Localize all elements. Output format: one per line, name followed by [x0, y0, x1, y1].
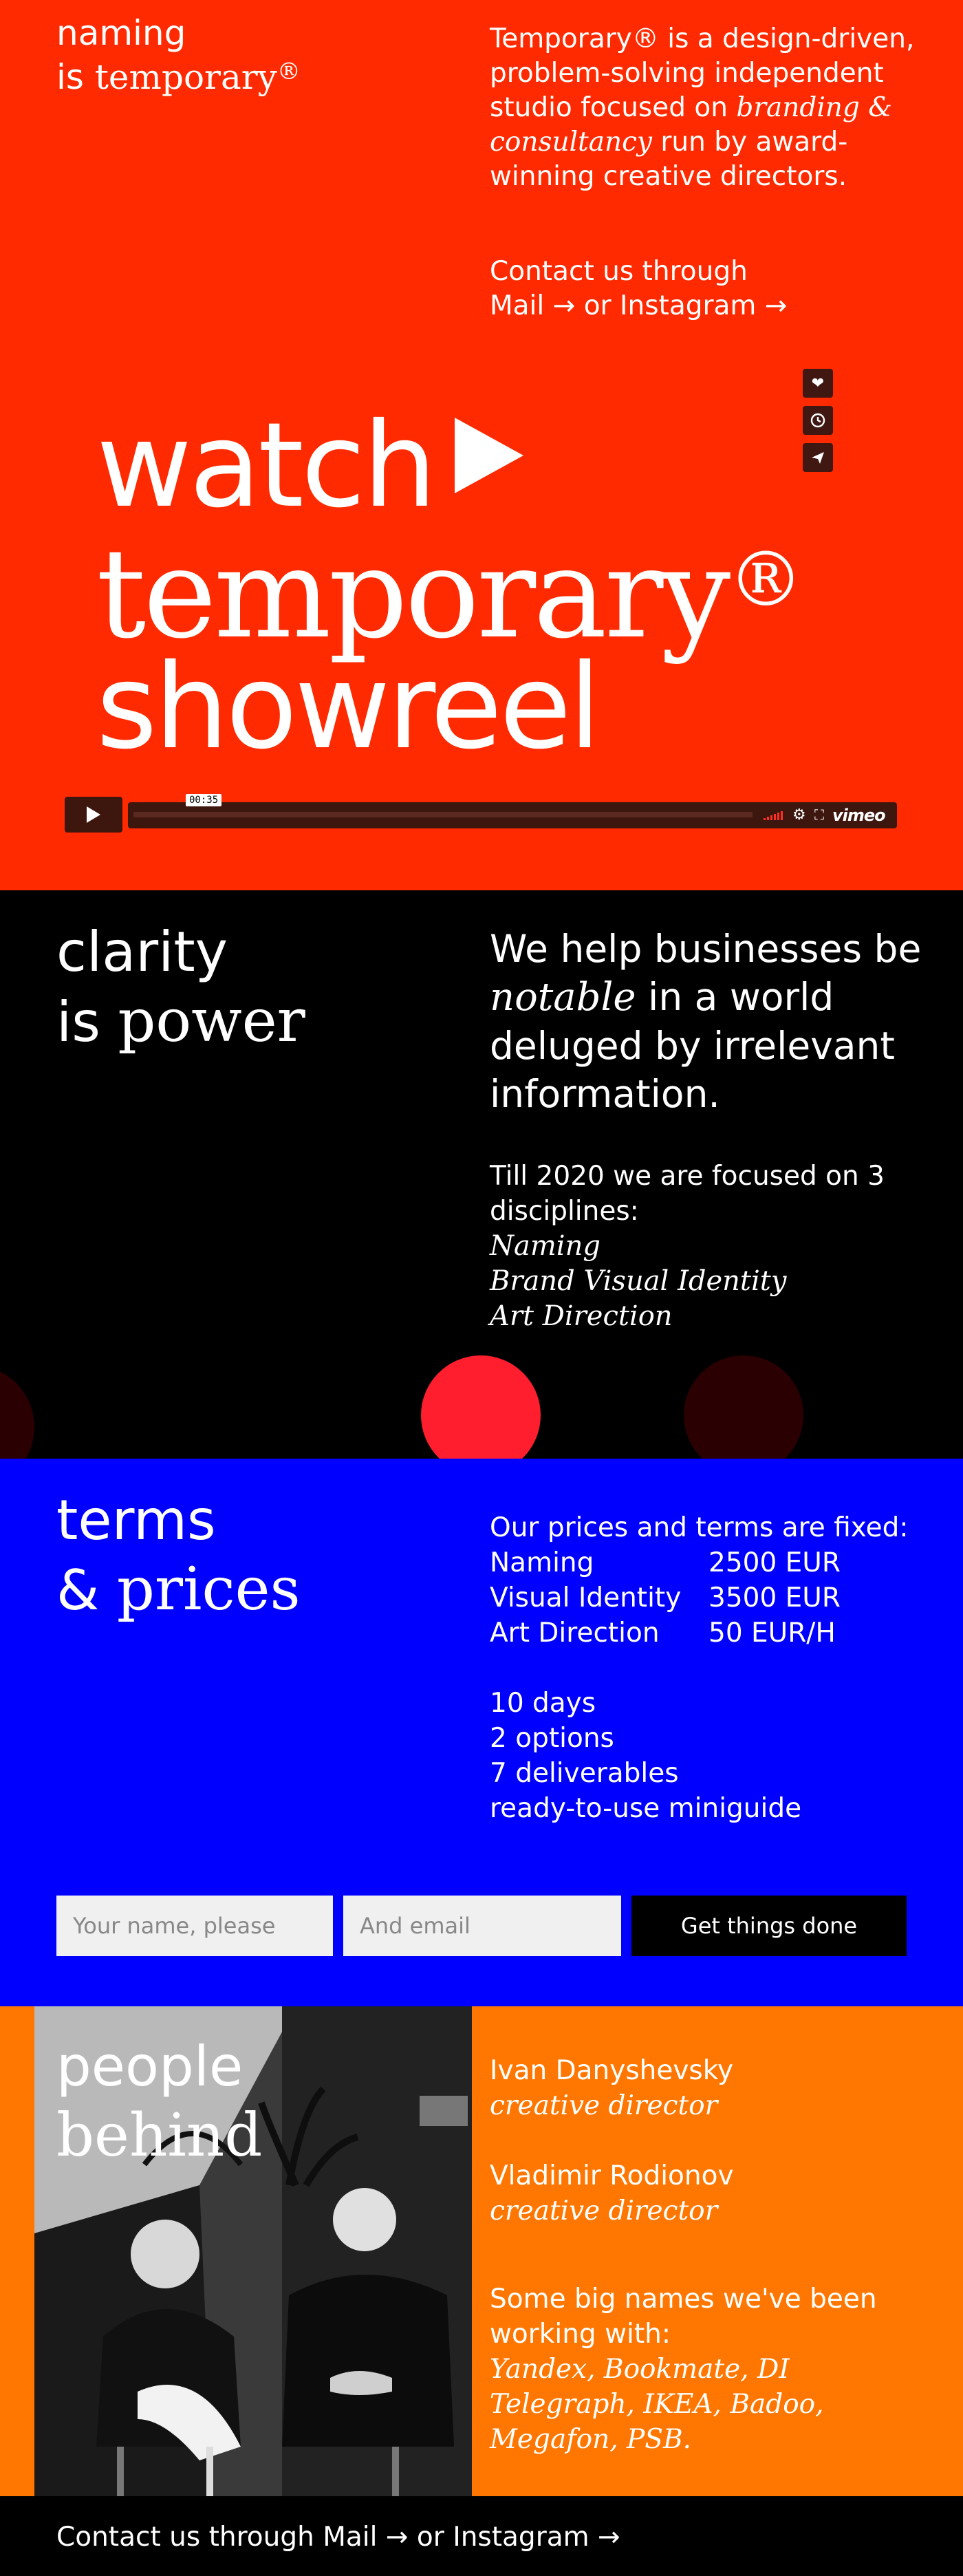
footer-or: or: [408, 2522, 453, 2553]
footer-mail-link[interactable]: Mail →: [323, 2522, 409, 2553]
submit-button[interactable]: Get things done: [631, 1896, 907, 1956]
poster-play-icon: [455, 418, 523, 493]
hero-desc-part1: Temporary® is a design-driven, problem-solving independent studio focused on: [490, 23, 915, 123]
decor-circle: [421, 1355, 541, 1459]
terms-title-line1: terms: [56, 1488, 216, 1552]
clarity-title-prefix: is: [56, 990, 118, 1054]
clarity-lead-text: [490, 925, 930, 1118]
logo-line1: naming: [56, 13, 186, 53]
terms-section: [0, 1459, 963, 2006]
terms-title-serif: prices: [116, 1555, 301, 1624]
volume-icon[interactable]: [764, 811, 783, 820]
terms-title-line2: [56, 1555, 301, 1625]
logo-reg: ®: [277, 58, 301, 85]
send-icon[interactable]: [803, 443, 833, 472]
hero-instagram-link[interactable]: Instagram →: [620, 290, 788, 321]
clarity-title-line2: [56, 987, 305, 1057]
contact-form: [56, 1896, 907, 1956]
hero-contact-line2: [490, 289, 902, 323]
heart-icon[interactable]: ❤: [803, 369, 833, 398]
people-section: [0, 2006, 963, 2496]
vimeo-logo[interactable]: vimeo: [832, 806, 885, 825]
clarity-title-line1: clarity: [56, 920, 228, 984]
video-title-word2: temporary: [96, 522, 728, 666]
hero-mail-link[interactable]: Mail →: [490, 290, 576, 321]
clarity-lead-italic: notable: [490, 975, 636, 1020]
discipline-item: Brand Visual Identity: [490, 1265, 787, 1297]
terms-extra-item: 7 deliverables: [490, 1758, 679, 1789]
people-title-line1: people: [56, 2035, 244, 2099]
terms-title-prefix: &: [56, 1558, 117, 1622]
settings-icon[interactable]: ⚙: [792, 806, 806, 824]
price-value: 3500 EUR: [708, 1582, 841, 1613]
terms-extra-item: 10 days: [490, 1688, 596, 1719]
hero-contact: [490, 255, 902, 323]
hero-section: [0, 0, 963, 890]
person-card: [490, 2053, 916, 2123]
person-role: creative director: [490, 2090, 718, 2121]
people-info: [490, 2053, 916, 2457]
footer-contact: [56, 2520, 620, 2555]
clients-intro: Some big names we've been working with:: [490, 2284, 877, 2350]
disciplines: [490, 1159, 902, 1334]
price-row: [490, 1545, 930, 1580]
clients: [490, 2282, 916, 2457]
fullscreen-icon[interactable]: ⛶: [814, 806, 824, 823]
email-input[interactable]: [343, 1896, 621, 1956]
logo-prefix: is: [56, 57, 95, 97]
logo-line2: [56, 52, 301, 96]
person-role: creative director: [490, 2196, 718, 2226]
hero-desc-part2: run by award-winning creative directors.: [490, 127, 848, 192]
logo-serif-word: temporary: [94, 57, 277, 97]
decor-circle: [684, 1355, 803, 1459]
price-value: 50 EUR/H: [708, 1618, 836, 1649]
people-title: [56, 2032, 262, 2170]
disciplines-intro: Till 2020 we are focused on 3 disciplines:: [490, 1161, 885, 1227]
terms-extra-item: ready-to-use miniguide: [490, 1793, 802, 1824]
logo[interactable]: [56, 14, 301, 96]
video-title-line3: showreel: [96, 639, 598, 775]
play-button[interactable]: [65, 797, 122, 833]
play-icon: [87, 806, 100, 823]
footer: [0, 2496, 963, 2576]
discipline-item: Art Direction: [490, 1300, 673, 1332]
decor-circle: [0, 1365, 34, 1459]
clock-icon[interactable]: [803, 406, 833, 435]
clarity-lead-part1: We help businesses be: [490, 927, 922, 971]
price-name: Visual Identity: [490, 1582, 682, 1613]
video-title-reg: ®: [728, 535, 801, 623]
person-name: Vladimir Rodionov: [490, 2160, 734, 2191]
terms-title: [56, 1486, 301, 1625]
video-title-line2: [96, 522, 801, 666]
video-time: 00:35: [186, 794, 221, 806]
price-value: 2500 EUR: [708, 1547, 841, 1578]
price-name: Art Direction: [490, 1618, 660, 1649]
price-name: Naming: [490, 1547, 594, 1578]
video-title-line1: [96, 398, 801, 534]
person-card: [490, 2158, 916, 2229]
name-input[interactable]: [56, 1896, 333, 1956]
person-name: Ivan Danyshevsky: [490, 2055, 734, 2086]
terms-intro: Our prices and terms are fixed:: [490, 1512, 909, 1543]
hero-description: [490, 22, 930, 194]
clarity-section: [0, 890, 963, 1459]
clarity-title: [56, 918, 305, 1057]
discipline-item: Naming: [490, 1230, 600, 1262]
terms-info: [490, 1510, 930, 1826]
footer-instagram-link[interactable]: Instagram →: [453, 2522, 620, 2553]
video-controls: [65, 797, 897, 833]
terms-extras: [490, 1686, 930, 1826]
clients-list: Yandex, Bookmate, DI Telegraph, IKEA, Badoo, Megafon, PSB.: [490, 2354, 824, 2455]
video-control-bar: [128, 795, 897, 828]
hero-desc-italic: branding & consultancy: [490, 92, 892, 158]
price-row: [490, 1616, 930, 1651]
clarity-lead-part2: in a world deluged by irrelevant information.: [490, 975, 895, 1116]
video-title-word1: watch: [96, 398, 435, 534]
video-progress-track[interactable]: [133, 812, 753, 817]
terms-extra-item: 2 options: [490, 1723, 614, 1754]
clarity-title-serif: power: [118, 987, 305, 1055]
price-row: [490, 1580, 930, 1616]
hero-contact-or: or: [575, 290, 620, 321]
people-title-line2: behind: [56, 2101, 263, 2170]
video-poster-title: [96, 398, 801, 775]
video-player[interactable]: [62, 361, 898, 833]
hero-contact-line1: Contact us through: [490, 256, 748, 287]
footer-contact-prefix: Contact us through: [56, 2522, 323, 2553]
